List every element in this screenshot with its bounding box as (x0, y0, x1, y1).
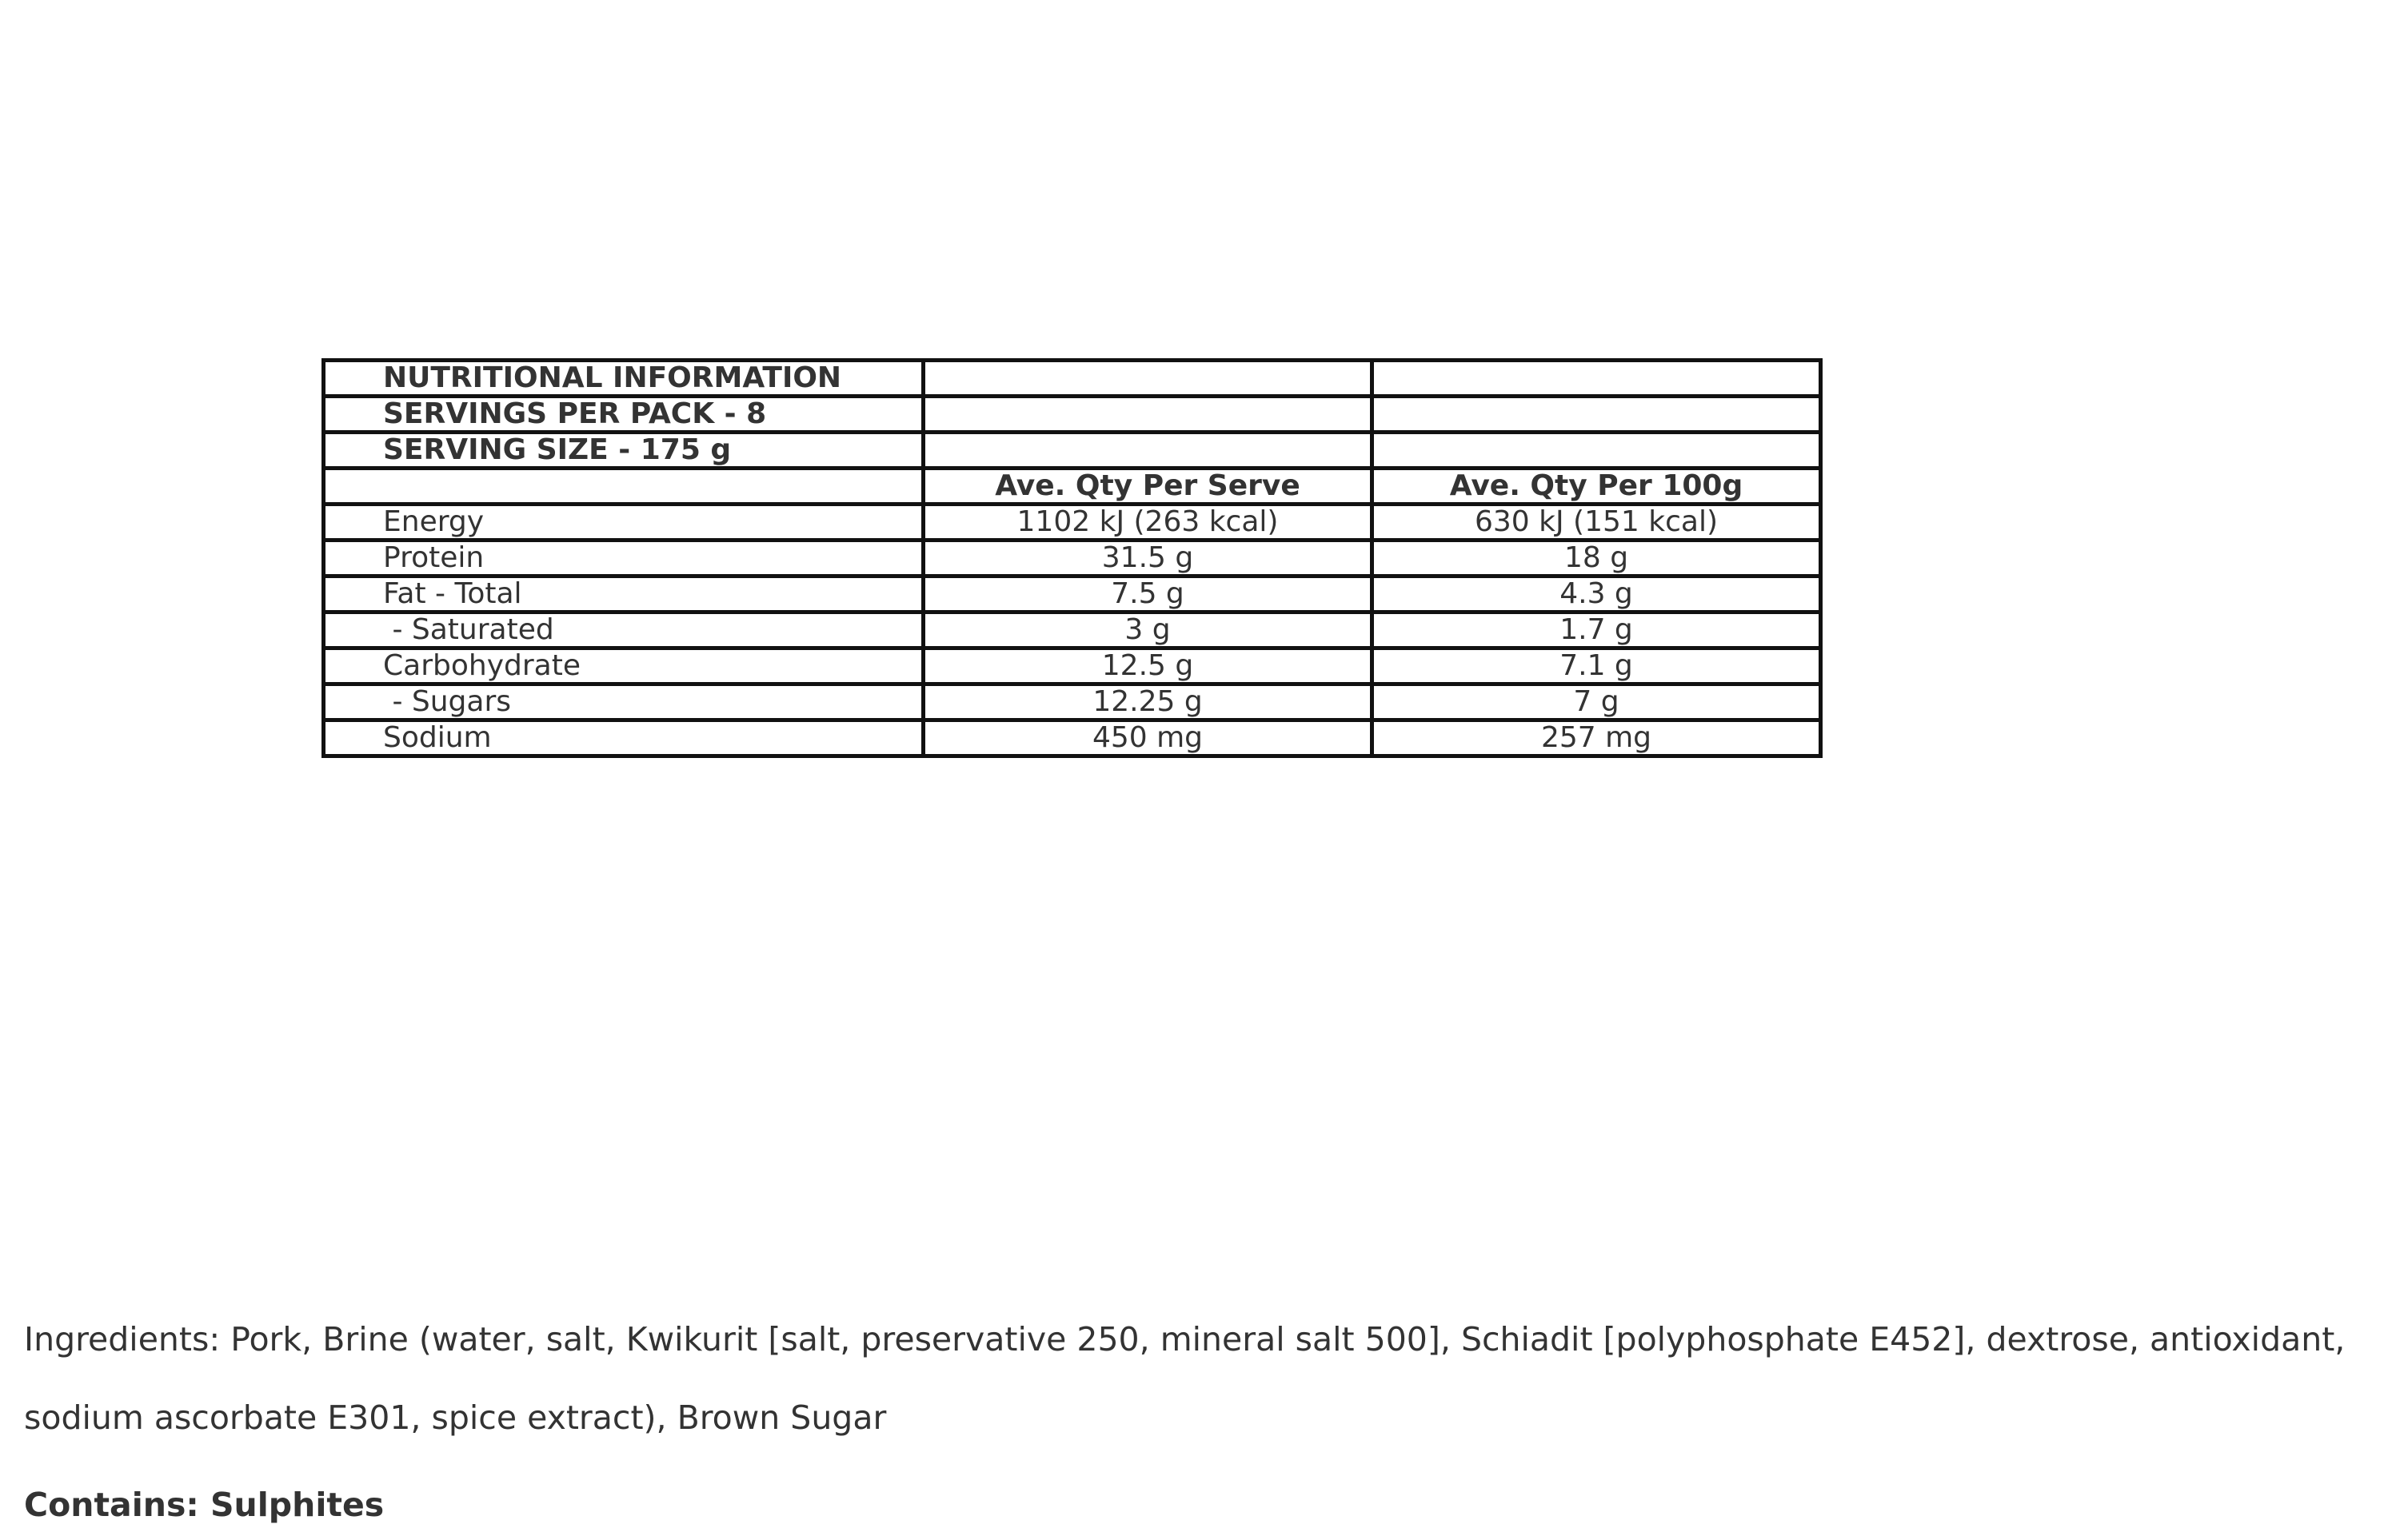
servings-per-pack: SERVINGS PER PACK - 8 (324, 397, 924, 433)
per-serve-value: 450 mg (924, 720, 1372, 756)
nutrient-name: Carbohydrate (324, 648, 924, 684)
per-100g-value: 630 kJ (151 kcal) (1372, 505, 1821, 541)
empty-cell (1372, 397, 1821, 433)
table-row (324, 505, 1821, 541)
empty-cell (924, 433, 1372, 469)
per-serve-value: 1102 kJ (263 kcal) (924, 505, 1372, 541)
table-header-row (324, 469, 1821, 505)
table-row (324, 612, 1821, 648)
column-header-nutrient (324, 469, 924, 505)
per-100g-value: 1.7 g (1372, 612, 1821, 648)
serving-size: SERVING SIZE - 175 g (324, 433, 924, 469)
table-row-serving-size (324, 433, 1821, 469)
per-serve-value: 7.5 g (924, 577, 1372, 612)
per-100g-value: 4.3 g (1372, 577, 1821, 612)
table-row (324, 720, 1821, 756)
nutrient-name: Protein (324, 541, 924, 577)
column-header-per-100g: Ave. Qty Per 100g (1372, 469, 1821, 505)
allergen-statement: Contains: Sulphites (24, 1486, 385, 1524)
nutrient-name: - Saturated (324, 612, 924, 648)
empty-cell (1372, 433, 1821, 469)
per-100g-value: 7.1 g (1372, 648, 1821, 684)
per-100g-value: 257 mg (1372, 720, 1821, 756)
per-100g-value: 7 g (1372, 684, 1821, 720)
empty-cell (1372, 361, 1821, 397)
ingredients-text: Ingredients: Pork, Brine (water, salt, Kwikurit [salt, preservative 250, mineral salt 500], Schiadit [polyphosphate E452], dextrose, antioxidant, sodium ascorbate E301, spice extract), Brown Sugar (24, 1320, 2346, 1437)
nutrient-name: Fat - Total (324, 577, 924, 612)
per-serve-value: 12.25 g (924, 684, 1372, 720)
table-row (324, 577, 1821, 612)
table-row-title (324, 361, 1821, 397)
nutrient-name: Sodium (324, 720, 924, 756)
table-row-servings-per-pack (324, 397, 1821, 433)
table-row (324, 541, 1821, 577)
empty-cell (924, 361, 1372, 397)
nutrient-name: - Sugars (324, 684, 924, 720)
table-row (324, 648, 1821, 684)
per-serve-value: 12.5 g (924, 648, 1372, 684)
empty-cell (924, 397, 1372, 433)
table-row (324, 684, 1821, 720)
nutritional-information-heading: NUTRITIONAL INFORMATION (324, 361, 924, 397)
per-serve-value: 3 g (924, 612, 1372, 648)
per-100g-value: 18 g (1372, 541, 1821, 577)
column-header-per-serve: Ave. Qty Per Serve (924, 469, 1372, 505)
nutrient-name: Energy (324, 505, 924, 541)
nutrition-information-table (321, 358, 1823, 758)
per-serve-value: 31.5 g (924, 541, 1372, 577)
